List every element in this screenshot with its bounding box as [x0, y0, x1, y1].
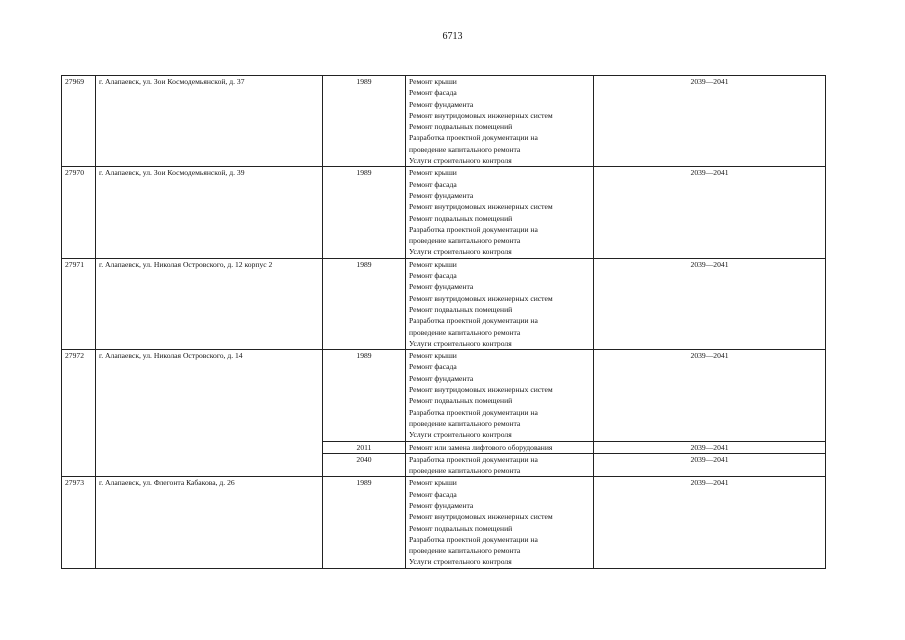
- row-number: 27970: [62, 167, 96, 258]
- work-item: Ремонт крыши: [409, 478, 457, 488]
- work-item: Ремонт крыши: [409, 77, 457, 86]
- work-item: Ремонт внутридомовых инженерных систем: [409, 512, 553, 522]
- work-item: Услуги строительного контроля: [409, 247, 512, 257]
- work-item: Ремонт фундамента: [409, 500, 474, 510]
- table-row: [62, 76, 826, 167]
- works-cell: [406, 453, 594, 477]
- table-row: [62, 258, 826, 349]
- row-number: 27969: [62, 76, 96, 167]
- works-cell: [406, 258, 594, 349]
- work-item: Ремонт фундамента: [409, 373, 474, 383]
- address-cell: г. Алапаевск, ул. Флегонта Кабакова, д. 26: [96, 477, 323, 568]
- period-cell: 2039—2041: [594, 453, 826, 477]
- address-cell: г. Алапаевск, ул. Зои Космодемьянской, д. 39: [96, 167, 323, 258]
- table-row: [62, 477, 826, 568]
- work-item: проведение капитального ремонта: [409, 144, 521, 154]
- work-item: Ремонт подвальных помещений: [409, 213, 513, 223]
- work-item: Ремонт подвальных помещений: [409, 396, 513, 406]
- work-item: Разработка проектной документации на: [409, 316, 538, 326]
- work-item: Ремонт фасада: [409, 88, 457, 98]
- work-item: Ремонт фасада: [409, 362, 457, 372]
- year-cell: 2011: [323, 441, 406, 453]
- work-item: Ремонт подвальных помещений: [409, 122, 513, 132]
- work-item: Разработка проектной документации на: [409, 133, 538, 143]
- period-cell: 2039—2041: [594, 477, 826, 568]
- work-item: Ремонт подвальных помещений: [409, 304, 513, 314]
- work-item: Ремонт или замена лифтового оборудования: [409, 442, 553, 452]
- work-item: Разработка проектной документации на: [409, 534, 538, 544]
- works-cell: [406, 477, 594, 568]
- row-number: 27973: [62, 477, 96, 568]
- address-cell: г. Алапаевск, ул. Николая Островского, д. 12 корпус 2: [96, 258, 323, 349]
- work-item: Услуги строительного контроля: [409, 338, 512, 348]
- work-item: проведение капитального ремонта: [409, 418, 521, 428]
- year-cell: 1989: [323, 477, 406, 568]
- period-cell: 2039—2041: [594, 350, 826, 441]
- work-item: Разработка проектной документации на: [409, 454, 538, 464]
- work-item: Услуги строительного контроля: [409, 557, 512, 567]
- page-number: 6713: [442, 31, 463, 42]
- work-item: проведение капитального ремонта: [409, 327, 521, 337]
- year-cell: 2040: [323, 453, 406, 477]
- work-item: Разработка проектной документации на: [409, 224, 538, 234]
- year-cell: 1989: [323, 350, 406, 441]
- repair-schedule-table: [61, 75, 826, 569]
- work-item: Разработка проектной документации на: [409, 407, 538, 417]
- work-item: проведение капитального ремонта: [409, 546, 521, 556]
- period-cell: 2039—2041: [594, 441, 826, 453]
- table-row: [62, 350, 826, 441]
- work-item: Ремонт внутридомовых инженерных систем: [409, 293, 553, 303]
- work-item: проведение капитального ремонта: [409, 466, 521, 476]
- repair-schedule-body: [62, 76, 826, 569]
- work-item: Ремонт фасада: [409, 179, 457, 189]
- work-item: Ремонт подвальных помещений: [409, 523, 513, 533]
- work-item: Услуги строительного контроля: [409, 156, 512, 166]
- works-cell: [406, 441, 594, 453]
- year-cell: 1989: [323, 258, 406, 349]
- row-number: 27972: [62, 350, 96, 477]
- period-cell: 2039—2041: [594, 167, 826, 258]
- work-item: Ремонт крыши: [409, 168, 457, 178]
- work-item: Ремонт фундамента: [409, 282, 474, 292]
- year-cell: 1989: [323, 76, 406, 167]
- period-cell: 2039—2041: [594, 76, 826, 167]
- table-row: [62, 167, 826, 258]
- year-cell: 1989: [323, 167, 406, 258]
- work-item: Ремонт фасада: [409, 489, 457, 499]
- work-item: проведение капитального ремонта: [409, 236, 521, 246]
- work-item: Ремонт фундамента: [409, 190, 474, 200]
- works-cell: [406, 167, 594, 258]
- works-cell: [406, 76, 594, 167]
- works-cell: [406, 350, 594, 441]
- work-item: Ремонт крыши: [409, 259, 457, 269]
- work-item: Ремонт крыши: [409, 351, 457, 361]
- address-cell: г. Алапаевск, ул. Зои Космодемьянской, д. 37: [96, 76, 323, 167]
- work-item: Ремонт внутридомовых инженерных систем: [409, 202, 553, 212]
- work-item: Ремонт фасада: [409, 271, 457, 281]
- work-item: Ремонт внутридомовых инженерных систем: [409, 385, 553, 395]
- work-item: Ремонт фундамента: [409, 99, 474, 109]
- address-cell: г. Алапаевск, ул. Николая Островского, д. 14: [96, 350, 323, 477]
- period-cell: 2039—2041: [594, 258, 826, 349]
- work-item: Услуги строительного контроля: [409, 430, 512, 440]
- work-item: Ремонт внутридомовых инженерных систем: [409, 110, 553, 120]
- row-number: 27971: [62, 258, 96, 349]
